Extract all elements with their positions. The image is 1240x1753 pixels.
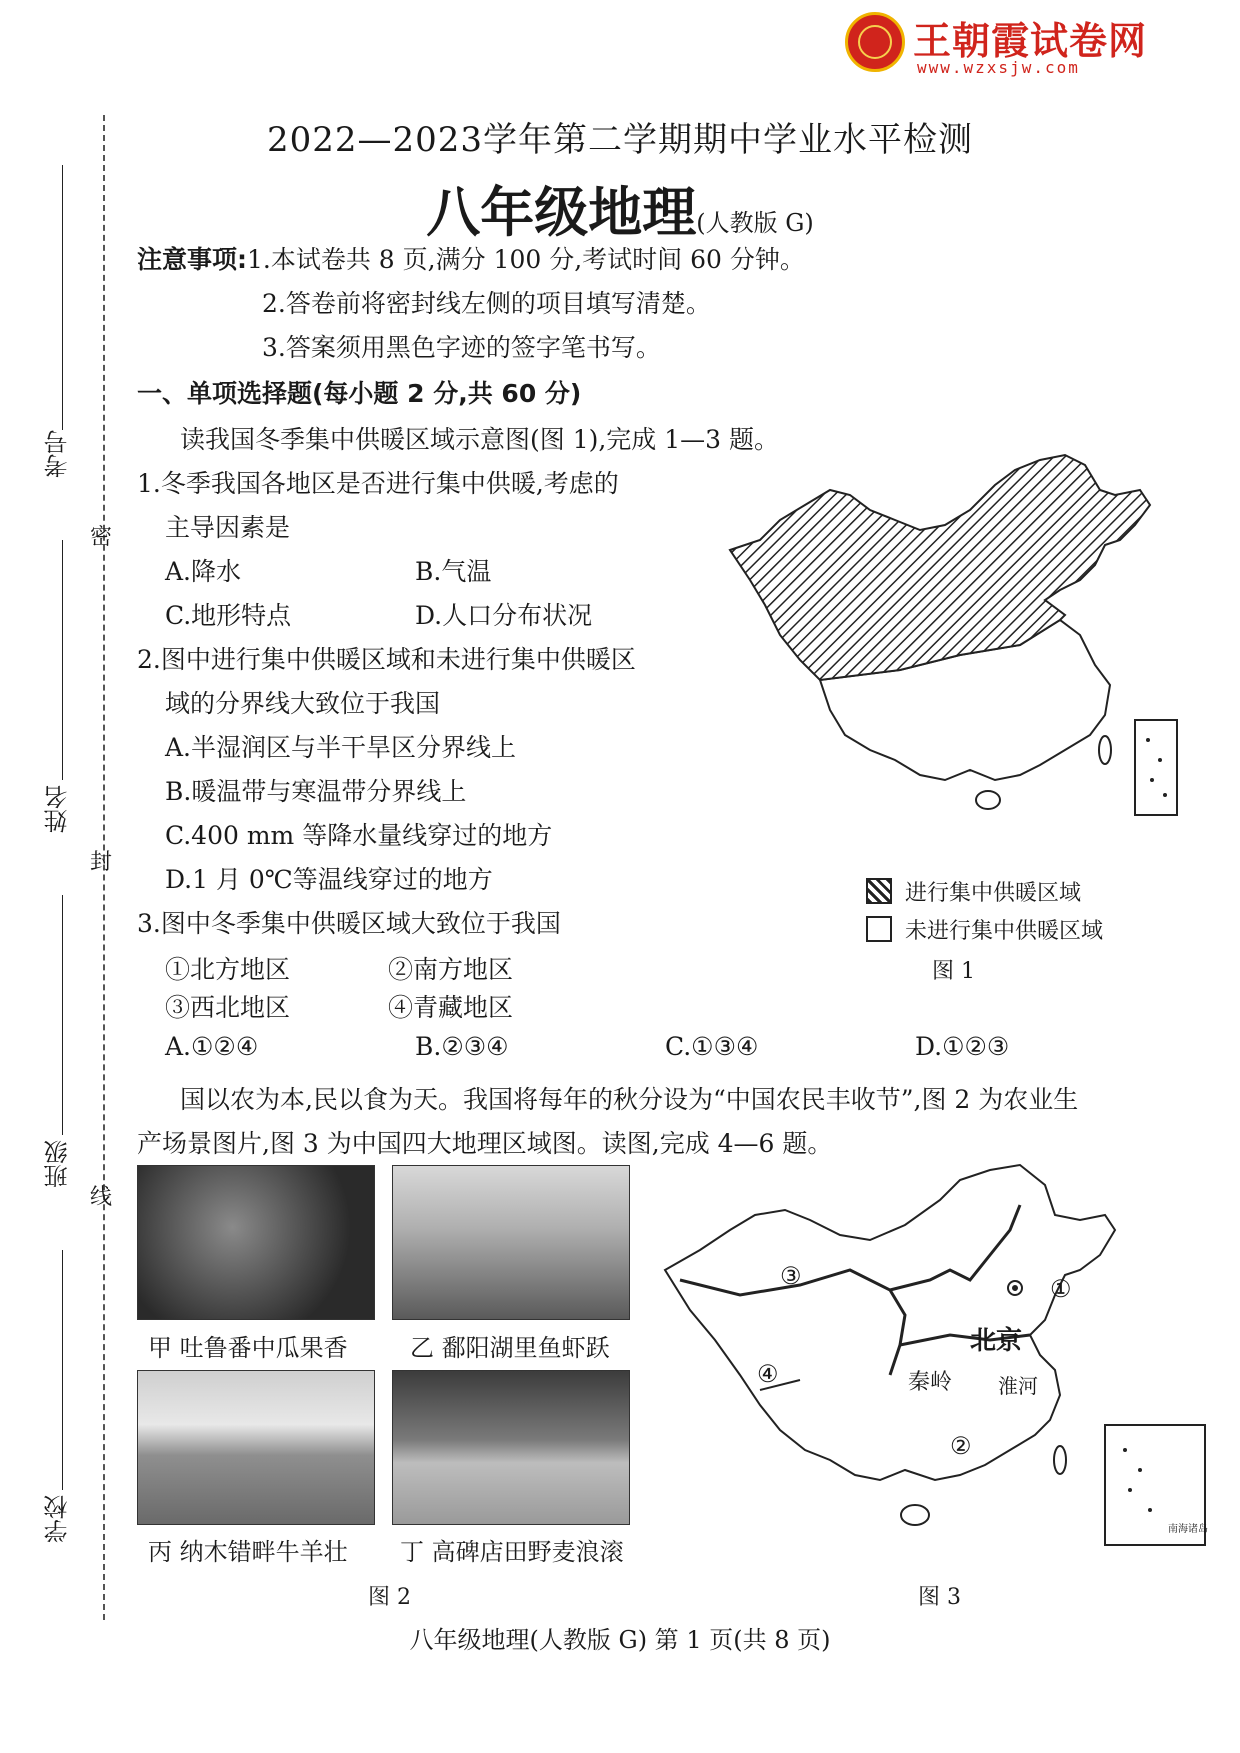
region-4-label: ④ bbox=[757, 1360, 779, 1388]
field-label-school: 学校 bbox=[44, 1495, 72, 1543]
region-3-label: ③ bbox=[780, 1262, 802, 1290]
section1-intro2-line1: 国以农为本,民以食为天。我国将每年的秋分设为“中国农民丰收节”,图 2 为农业生 bbox=[180, 1085, 1079, 1114]
q2-option-d[interactable]: D.1 月 0℃等温线穿过的地方 bbox=[165, 865, 493, 894]
legend-unheated-label: 未进行集中供暖区域 bbox=[905, 919, 1104, 944]
nanhai-label: 南海诸岛 bbox=[1168, 1524, 1208, 1535]
q1-option-d[interactable]: D.人口分布状况 bbox=[415, 601, 593, 630]
figure3-regions-map bbox=[660, 1160, 1220, 1560]
legend-heated-swatch bbox=[866, 878, 892, 904]
field-line-class[interactable] bbox=[62, 895, 63, 1135]
q1-stem2: 主导因素是 bbox=[165, 513, 291, 542]
figure2-caption: 图 2 bbox=[368, 1585, 411, 1610]
subject-name: 八年级地理 bbox=[426, 181, 697, 244]
field-label-name: 姓名 bbox=[44, 785, 72, 833]
figure1-heating-map bbox=[720, 450, 1180, 840]
q2-stem1: 2.图中进行集中供暖区域和未进行集中供暖区 bbox=[137, 645, 636, 674]
q3-option-a[interactable]: A.①②④ bbox=[165, 1032, 259, 1061]
section1-title: 一、单项选择题(每小题 2 分,共 60 分) bbox=[137, 379, 582, 408]
q3-option-c[interactable]: C.①③④ bbox=[665, 1032, 759, 1061]
seal-char-mi: 密 bbox=[90, 525, 113, 550]
q3-item-4: ④青藏地区 bbox=[388, 993, 514, 1022]
q3-item-1: ①北方地区 bbox=[165, 955, 291, 984]
huaihe-label: 淮河 bbox=[998, 1374, 1038, 1398]
note-1: 1.本试卷共 8 页,满分 100 分,考试时间 60 分钟。 bbox=[247, 245, 805, 274]
note-2: 2.答卷前将密封线左侧的项目填写清楚。 bbox=[262, 289, 711, 318]
photo-fishing bbox=[392, 1165, 630, 1320]
q2-option-c[interactable]: C.400 mm 等降水量线穿过的地方 bbox=[165, 821, 553, 850]
photo-caption-bing: 丙 纳木错畔牛羊壮 bbox=[148, 1538, 348, 1566]
site-logo bbox=[845, 10, 1165, 80]
section1-intro2-line2: 产场景图片,图 3 为中国四大地理区域图。读图,完成 4—6 题。 bbox=[137, 1129, 833, 1158]
beijing-label: 北京 bbox=[970, 1326, 1023, 1356]
logo-title: 王朝霞试卷网 bbox=[913, 19, 1148, 63]
field-label-kaohao: 考号 bbox=[44, 430, 72, 478]
section1-intro1: 读我国冬季集中供暖区域示意图(图 1),完成 1—3 题。 bbox=[180, 425, 780, 454]
seal-char-feng: 封 bbox=[90, 850, 113, 875]
q3-option-d[interactable]: D.①②③ bbox=[915, 1032, 1010, 1061]
q1-option-c[interactable]: C.地形特点 bbox=[165, 601, 292, 630]
legend-heated-label: 进行集中供暖区域 bbox=[905, 881, 1082, 906]
region-2-label: ② bbox=[950, 1432, 972, 1460]
page-footer: 八年级地理(人教版 G) 第 1 页(共 8 页) bbox=[409, 1626, 831, 1654]
notes-label: 注意事项: bbox=[137, 245, 247, 274]
photo-grapes bbox=[137, 1165, 375, 1320]
legend-unheated-swatch bbox=[866, 916, 892, 942]
field-label-class: 班级 bbox=[44, 1140, 72, 1188]
figure3-caption: 图 3 bbox=[918, 1585, 961, 1610]
q3-stem: 3.图中冬季集中供暖区域大致位于我国 bbox=[137, 909, 561, 938]
q1-stem1: 1.冬季我国各地区是否进行集中供暖,考虑的 bbox=[137, 469, 619, 498]
subject-title bbox=[0, 170, 1240, 247]
field-line-school[interactable] bbox=[62, 1250, 63, 1490]
field-line-name[interactable] bbox=[62, 540, 63, 780]
logo-url: www.wzxsjw.com bbox=[917, 58, 1080, 77]
photo-caption-ding: 丁 高碑店田野麦浪滚 bbox=[400, 1538, 624, 1566]
photo-wheat bbox=[392, 1370, 630, 1525]
seal-char-xian: 线 bbox=[90, 1185, 113, 1210]
q3-item-3: ③西北地区 bbox=[165, 993, 291, 1022]
q3-item-2: ②南方地区 bbox=[388, 955, 514, 984]
q2-stem2: 域的分界线大致位于我国 bbox=[165, 689, 441, 718]
photo-caption-yi: 乙 鄱阳湖里鱼虾跃 bbox=[410, 1334, 610, 1362]
region-1-label: ① bbox=[1050, 1275, 1072, 1303]
photo-caption-jia: 甲 吐鲁番中瓜果香 bbox=[148, 1334, 348, 1362]
edition: (人教版 G) bbox=[696, 209, 814, 237]
notes-line-1 bbox=[137, 240, 805, 276]
q3-option-b[interactable]: B.②③④ bbox=[415, 1032, 509, 1061]
q1-option-a[interactable]: A.降水 bbox=[165, 557, 242, 586]
figure1-caption: 图 1 bbox=[932, 959, 975, 984]
exam-title: 2022—2023学年第二学期期中学业水平检测 bbox=[266, 120, 974, 160]
logo-badge-icon bbox=[845, 12, 905, 72]
qinling-label: 秦岭 bbox=[908, 1370, 953, 1395]
q1-option-b[interactable]: B.气温 bbox=[415, 557, 492, 586]
photo-cattle bbox=[137, 1370, 375, 1525]
q2-option-a[interactable]: A.半湿润区与半干旱区分界线上 bbox=[165, 733, 517, 762]
q2-option-b[interactable]: B.暖温带与寒温带分界线上 bbox=[165, 777, 467, 806]
note-3: 3.答案须用黑色字迹的签字笔书写。 bbox=[262, 333, 661, 362]
